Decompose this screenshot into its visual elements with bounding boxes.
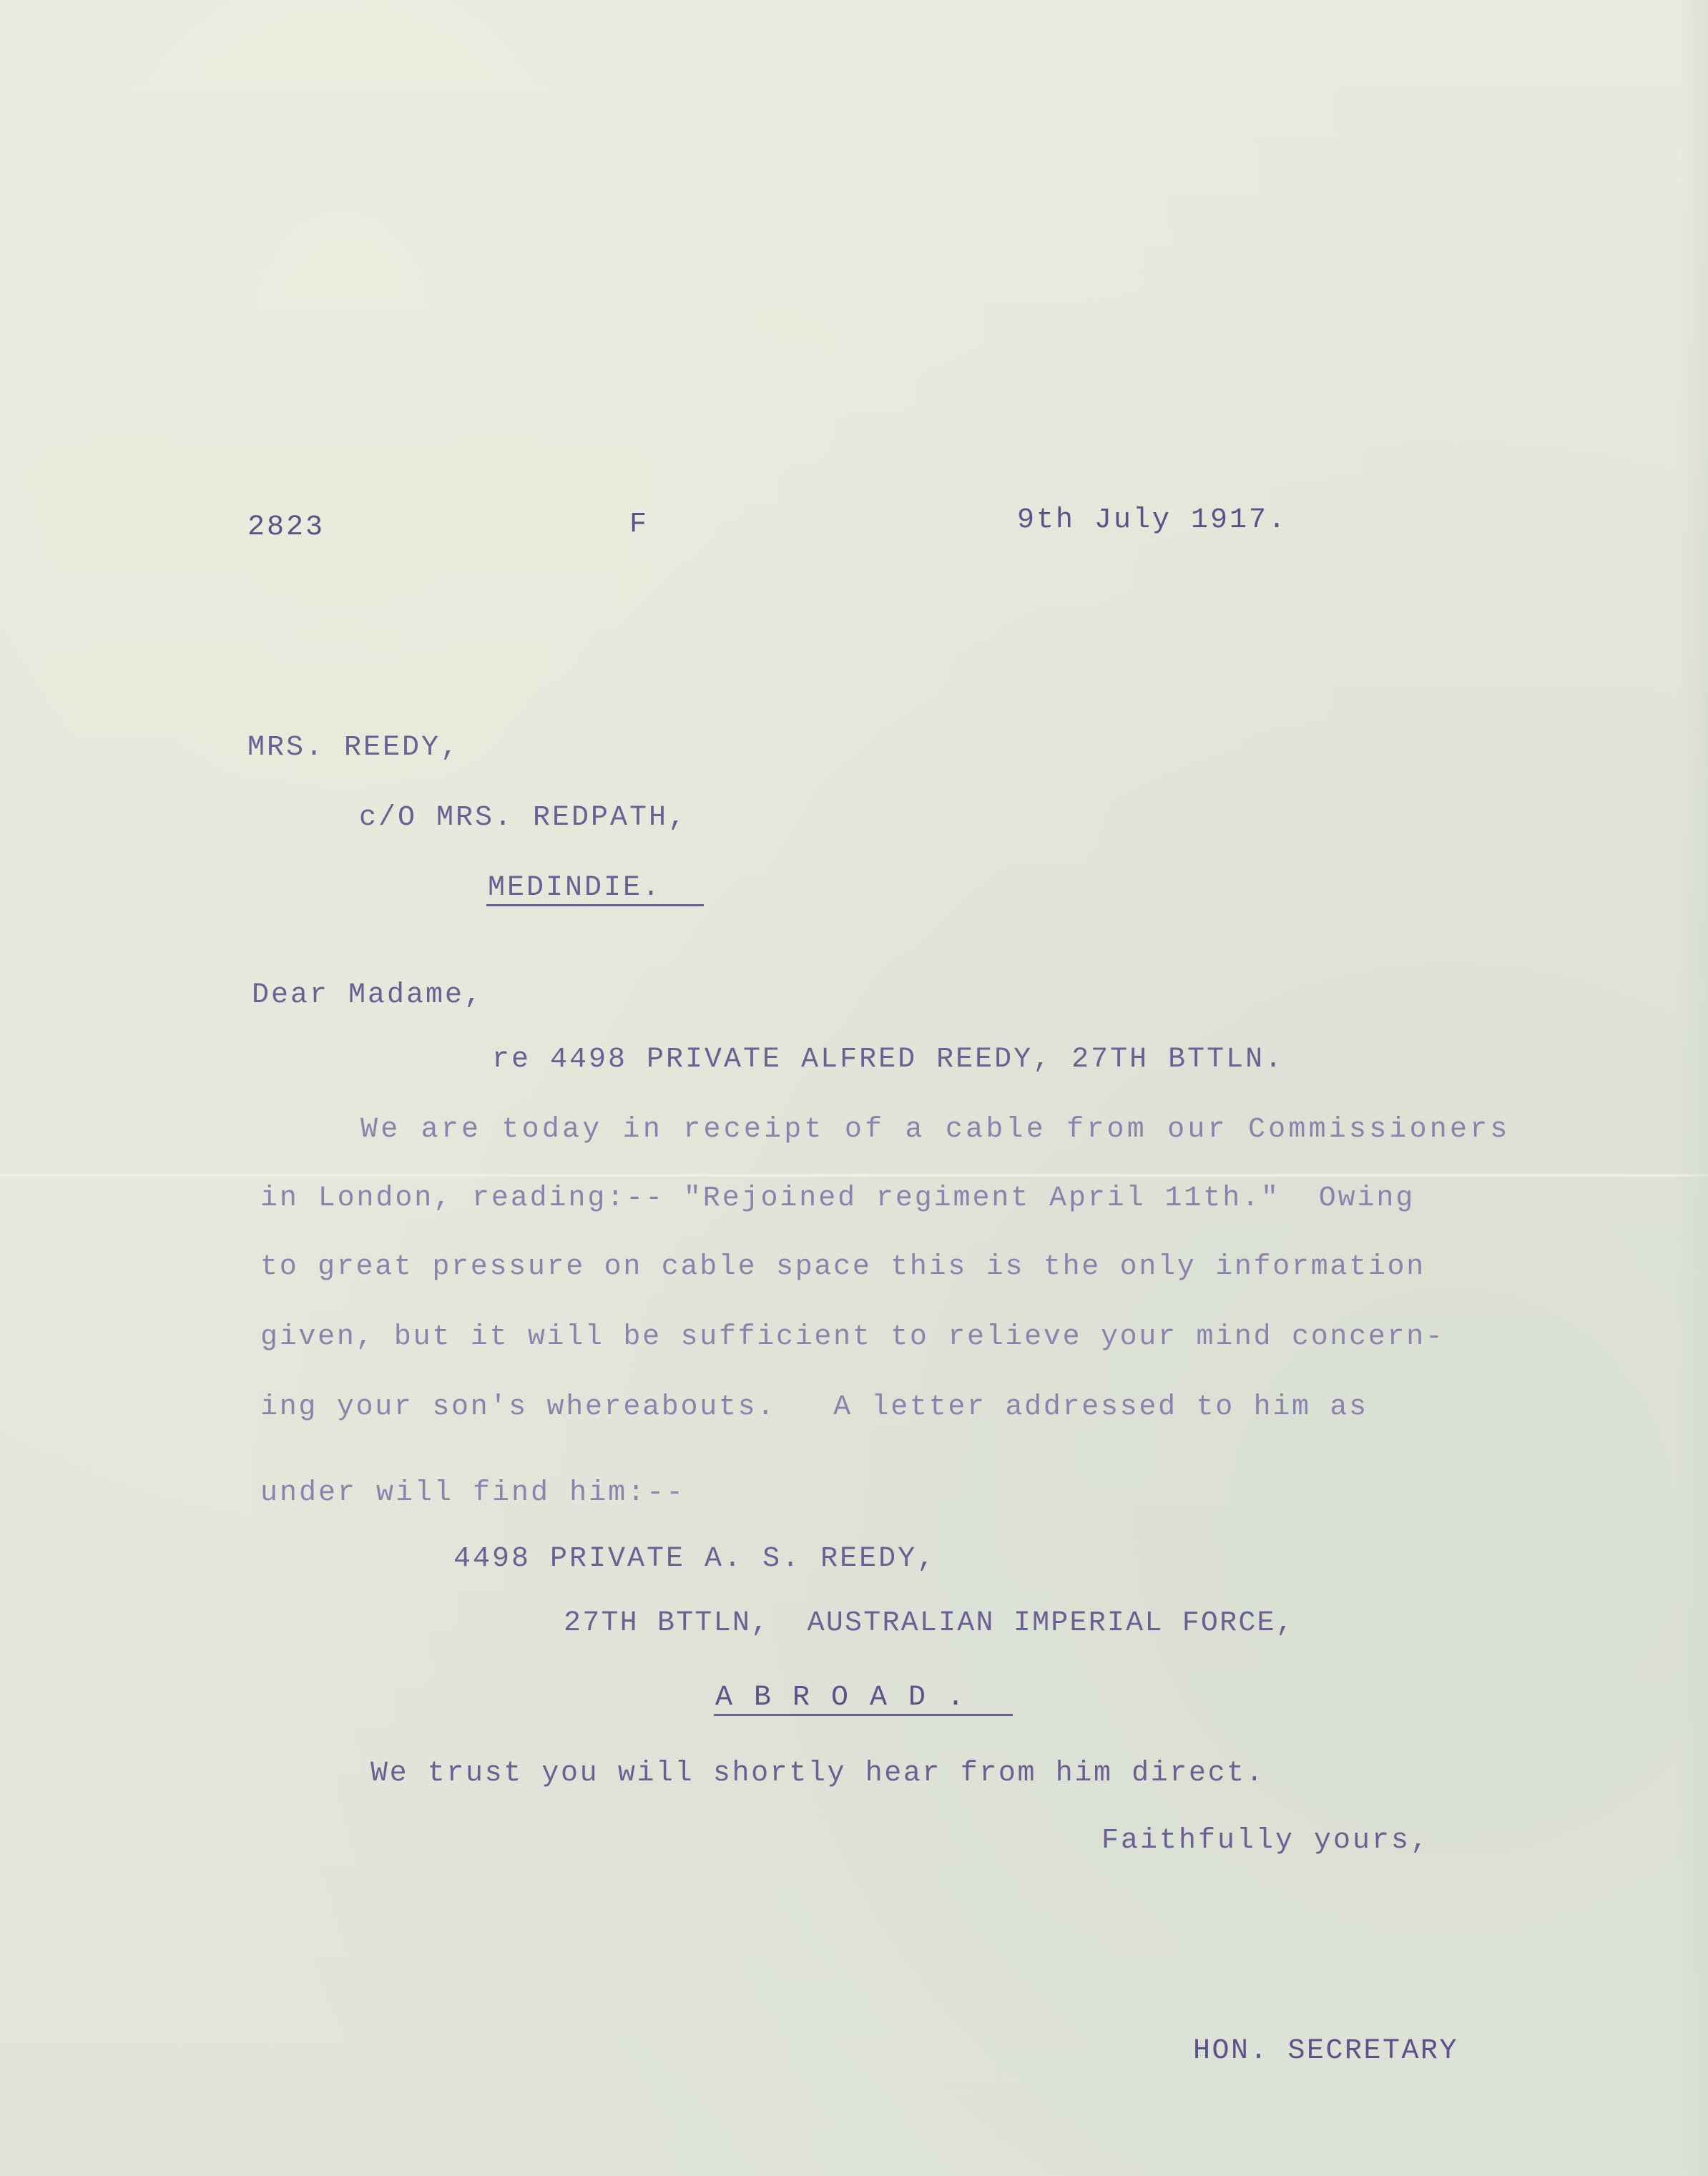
body-line-6: under will find him:-- [260,1477,686,1509]
address-line-3: MEDINDIE. [488,872,662,904]
body-line-3: to great pressure on cable space this is the only information [260,1251,1425,1283]
subject-line: re 4498 PRIVATE ALFRED REEDY, 27TH BTTLN. [492,1044,1285,1076]
file-code: F [629,509,649,541]
paper-fold [0,1173,1708,1177]
body-line-2: in London, reading:-- "Rejoined regiment April 11th." Owing [260,1182,1415,1215]
forwarding-line-2: 27TH BTTLN, AUSTRALIAN IMPERIAL FORCE, [564,1607,1295,1640]
signatory: HON. SECRETARY [1193,2035,1459,2067]
body-line-5: ing your son's whereabouts. A letter addressed to him as [260,1391,1368,1423]
address-line-1: MRS. REEDY, [247,732,461,764]
forwarding-line-1: 4498 PRIVATE A. S. REEDY, [453,1543,937,1575]
letter-date: 9th July 1917. [1017,504,1288,536]
body-line-1: We are today in receipt of a cable from our Commissioners [360,1114,1511,1146]
salutation: Dear Madame, [252,979,484,1011]
forwarding-line-3: A B R O A D . [715,1682,967,1714]
address-underline [486,904,704,906]
reference-number: 2823 [247,511,325,544]
valediction: Faithfully yours, [1101,1825,1430,1857]
paper-edge [1679,0,1708,2176]
address-line-2: c/O MRS. REDPATH, [359,802,688,834]
body-line-4: given, but it will be sufficient to relieve your mind concern- [260,1321,1445,1353]
closing-line: We trust you will shortly hear from him direct. [370,1758,1265,1790]
forwarding-underline [714,1714,1013,1716]
